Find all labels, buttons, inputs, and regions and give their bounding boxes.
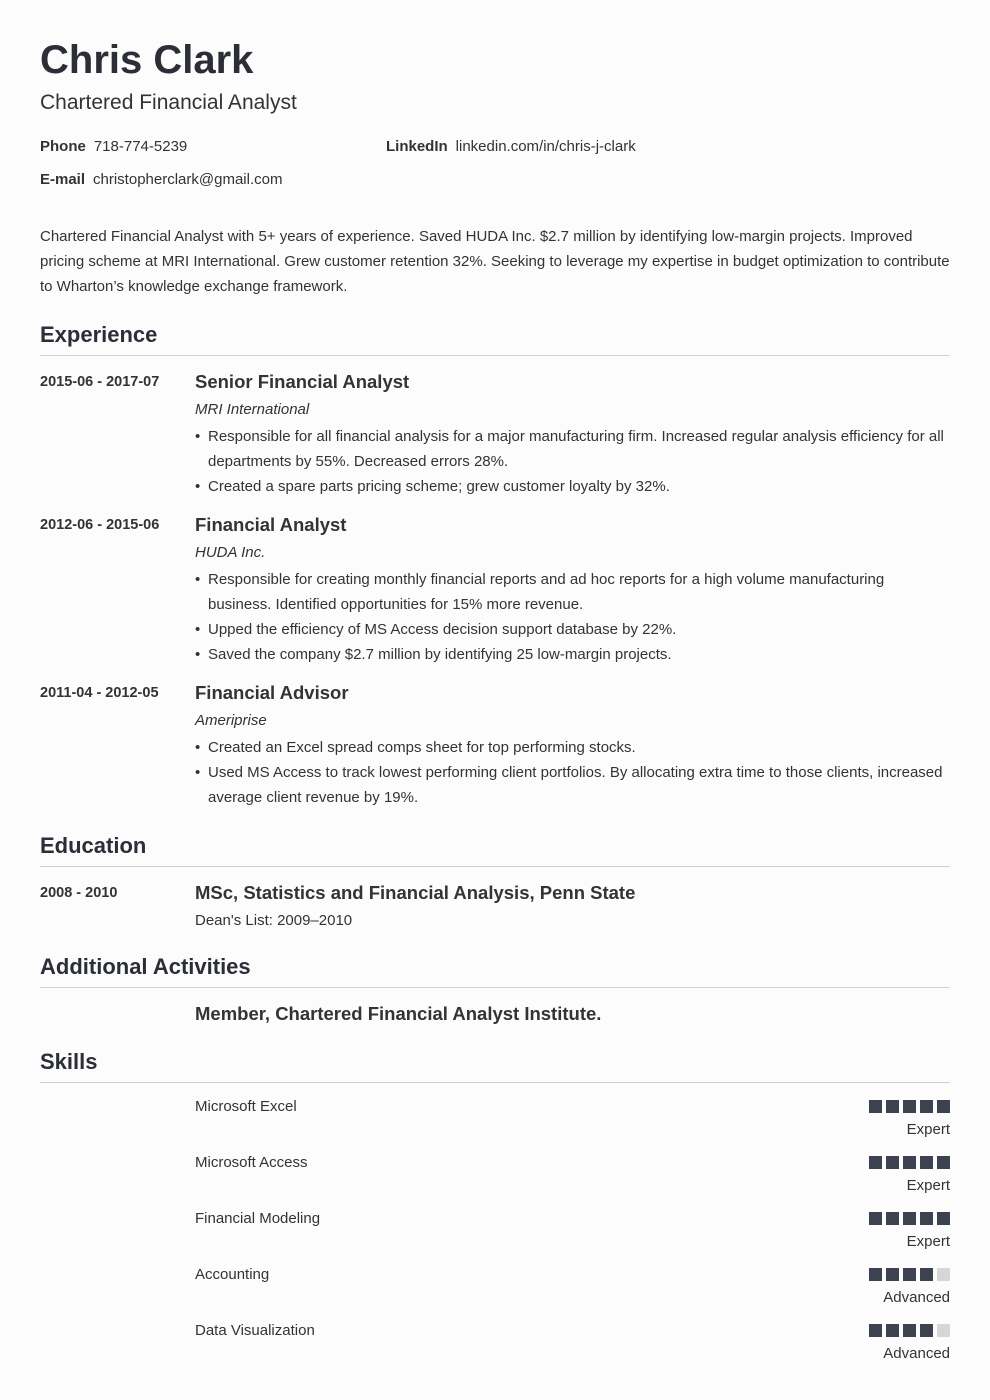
skill-rating [869, 1212, 950, 1225]
linkedin-label: LinkedIn [386, 138, 448, 155]
experience-body [195, 370, 950, 499]
section-title-experience: Experience [40, 321, 950, 356]
bullet-icon: • [195, 621, 201, 638]
rating-dot-filled [937, 1100, 950, 1113]
rating-dot-filled [869, 1268, 882, 1281]
bullet-text: Created an Excel spread comps sheet for top performing stocks. [208, 739, 636, 756]
job-bullet [195, 567, 950, 617]
rating-dot-filled [886, 1156, 899, 1169]
rating-dot-filled [920, 1212, 933, 1225]
bullet-icon: • [195, 764, 201, 781]
job-title: Financial Analyst [195, 514, 347, 535]
rating-dot-filled [903, 1212, 916, 1225]
rating-dot-filled [920, 1268, 933, 1281]
rating-dot-filled [869, 1324, 882, 1337]
rating-dot-filled [869, 1212, 882, 1225]
education-note: Dean's List: 2009–2010 [195, 912, 353, 929]
job-bullet [195, 760, 950, 810]
skill-level: Expert [906, 1121, 950, 1138]
job-title: Financial Advisor [195, 682, 349, 703]
skill-row [40, 1321, 950, 1377]
rating-dot-filled [937, 1212, 950, 1225]
contact-email [40, 171, 282, 188]
rating-dot-filled [886, 1268, 899, 1281]
section-title-skills: Skills [40, 1048, 950, 1083]
linkedin-value: linkedin.com/in/chris-j-clark [455, 138, 636, 155]
rating-dot-filled [920, 1156, 933, 1169]
skill-rating [869, 1156, 950, 1169]
job-bullet [195, 735, 950, 760]
skill-level: Advanced [883, 1289, 950, 1306]
company-name: Ameriprise [195, 712, 267, 729]
rating-dot-filled [903, 1268, 916, 1281]
experience-entry [40, 370, 950, 499]
skill-level: Advanced [883, 1345, 950, 1362]
education-dates: 2008 - 2010 [40, 885, 118, 901]
rating-dot-empty [937, 1324, 950, 1337]
rating-dot-filled [869, 1156, 882, 1169]
job-bullet [195, 642, 950, 667]
section-title-activities: Additional Activities [40, 953, 950, 988]
email-value: christopherclark@gmail.com [93, 171, 283, 188]
job-bullet [195, 474, 950, 499]
phone-value: 718-774-5239 [93, 138, 188, 155]
experience-body [195, 681, 950, 810]
bullet-icon: • [195, 571, 201, 588]
job-bullets [195, 424, 950, 499]
job-bullets [195, 567, 950, 667]
rating-dot-filled [937, 1156, 950, 1169]
contact-phone [40, 138, 187, 155]
experience-dates: 2015-06 - 2017-07 [40, 374, 160, 390]
job-bullet [195, 424, 950, 474]
experience-entry [40, 513, 950, 667]
education-degree: MSc, Statistics and Financial Analysis, Penn State [195, 882, 636, 903]
rating-dot-filled [886, 1324, 899, 1337]
bullet-text: Used MS Access to track lowest performing client portfolios. By allocating extra time to those clients, increased average client revenue by 19%. [208, 764, 943, 806]
bullet-icon: • [195, 478, 201, 495]
experience-dates: 2012-06 - 2015-06 [40, 517, 160, 533]
section-title-education: Education [40, 832, 950, 867]
contact-linkedin [386, 138, 636, 155]
rating-dot-filled [903, 1324, 916, 1337]
experience-dates: 2011-04 - 2012-05 [40, 685, 159, 701]
phone-label: Phone [40, 138, 86, 155]
job-bullets [195, 735, 950, 810]
bullet-text: Created a spare parts pricing scheme; grew customer loyalty by 32%. [208, 478, 670, 495]
skill-level: Expert [906, 1233, 950, 1250]
job-title: Senior Financial Analyst [195, 371, 410, 392]
rating-dot-filled [869, 1100, 882, 1113]
skill-rating [869, 1268, 950, 1281]
skill-name: Accounting [195, 1266, 270, 1283]
skill-row [40, 1209, 950, 1265]
summary-paragraph: Chartered Financial Analyst with 5+ years of experience. Saved HUDA Inc. $2.7 million by identifying low-margin projects. Improved pricing scheme at MRI International. Grew customer retention 32%. Seeking to leverage my expertise in budget optimization to contribute to Wharton’s knowledge exchange framework. [40, 228, 950, 295]
experience-entry [40, 681, 950, 810]
candidate-name: Chris Clark [40, 38, 254, 82]
bullet-icon: • [195, 428, 201, 445]
rating-dot-filled [886, 1212, 899, 1225]
bullet-text: Responsible for creating monthly financial reports and ad hoc reports for a high volume manufacturing business. Identified opportunities for 15% more revenue. [208, 571, 885, 613]
skill-row [40, 1153, 950, 1209]
contact-block [40, 136, 950, 206]
rating-dot-filled [920, 1324, 933, 1337]
rating-dot-filled [920, 1100, 933, 1113]
skill-name: Microsoft Excel [195, 1098, 297, 1115]
skill-name: Financial Modeling [195, 1210, 321, 1227]
bullet-icon: • [195, 646, 201, 663]
skill-row [40, 1265, 950, 1321]
bullet-text: Saved the company $2.7 million by identifying 25 low-margin projects. [208, 646, 672, 663]
skills-list [40, 1097, 950, 1377]
skill-row [40, 1097, 950, 1153]
rating-dot-empty [937, 1268, 950, 1281]
skill-name: Microsoft Access [195, 1154, 308, 1171]
rating-dot-filled [903, 1100, 916, 1113]
company-name: MRI International [195, 401, 310, 418]
rating-dot-filled [903, 1156, 916, 1169]
bullet-text: Responsible for all financial analysis for a major manufacturing firm. Increased regular analysis efficiency for all departments by 55%. Decreased errors 28%. [208, 428, 944, 470]
education-body [195, 881, 950, 931]
education-entry [40, 881, 950, 931]
company-name: HUDA Inc. [195, 544, 266, 561]
skill-level: Expert [906, 1177, 950, 1194]
skill-rating [869, 1324, 950, 1337]
bullet-text: Upped the efficiency of MS Access decision support database by 22%. [208, 621, 677, 638]
email-label: E-mail [40, 171, 86, 188]
bullet-icon: • [195, 739, 201, 756]
experience-list [40, 370, 950, 810]
skill-name: Data Visualization [195, 1322, 315, 1339]
job-bullet [195, 617, 950, 642]
candidate-role: Chartered Financial Analyst [40, 91, 297, 114]
experience-body [195, 513, 950, 667]
skill-rating [869, 1100, 950, 1113]
activity-item: Member, Chartered Financial Analyst Institute. [195, 1003, 602, 1024]
rating-dot-filled [886, 1100, 899, 1113]
